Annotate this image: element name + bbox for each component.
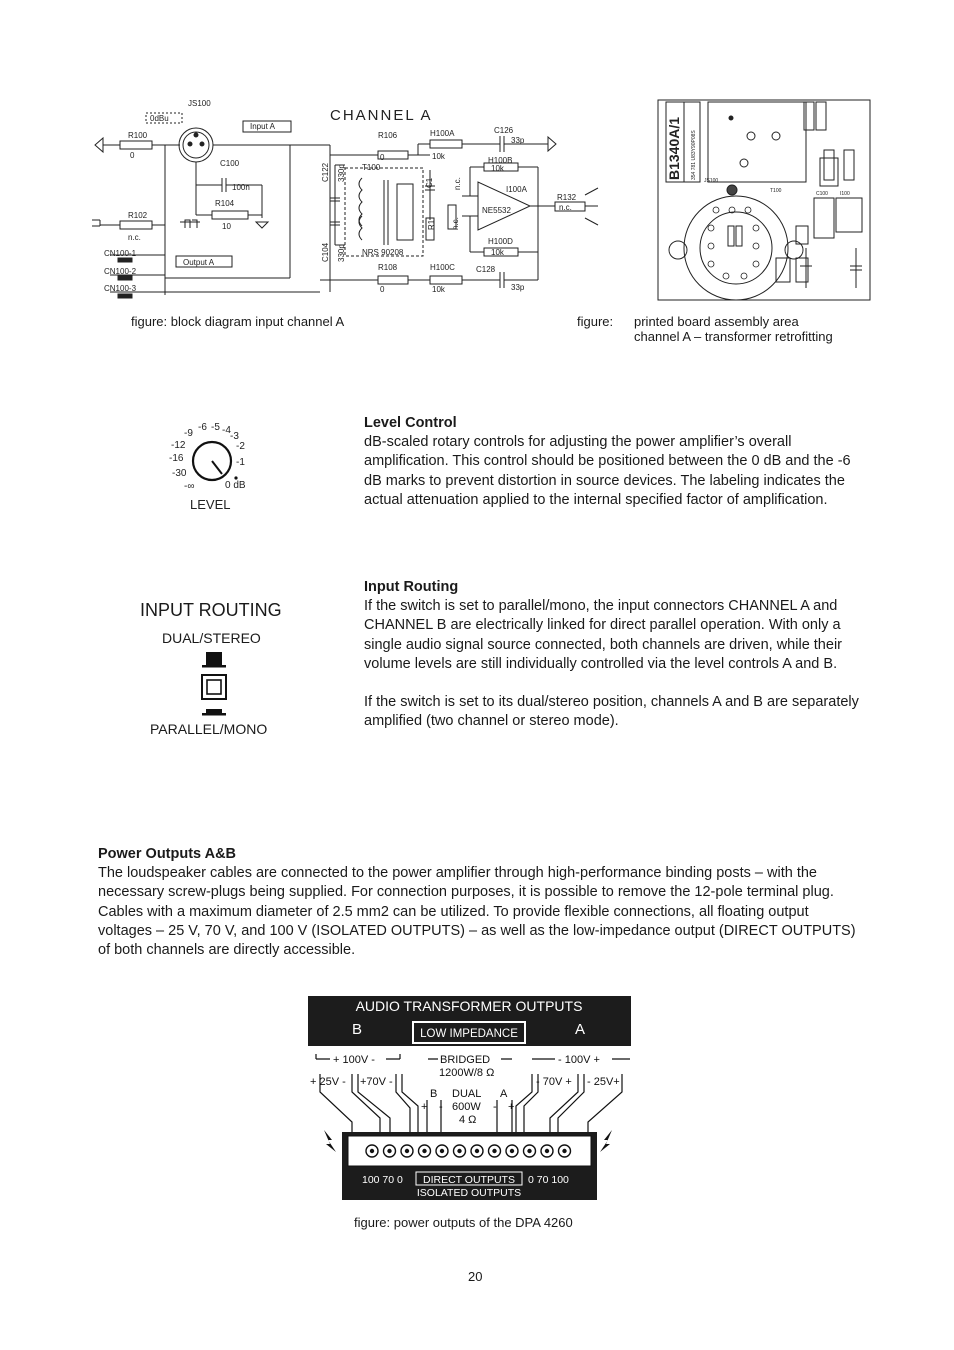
c104-value: 330p [337,244,346,262]
channel-a-label: A [575,1021,586,1038]
terminal-screw-center [440,1149,444,1153]
c100-label: C100 [220,159,240,168]
terminal-screw-center [527,1149,531,1153]
block-diagram-caption: figure: block diagram input channel A [131,314,345,329]
terminal-screw-center [370,1149,374,1153]
r132-value: n.c. [559,203,572,212]
pcb-caption-line1: printed board assembly area [634,314,799,329]
terminal-screw-center [387,1149,391,1153]
r100-label: R100 [128,131,148,140]
power-outputs-caption: figure: power outputs of the DPA 4260 [354,1215,573,1230]
cn100-1-label: CN100-1 [104,249,137,258]
level-ref-label: 0dBu [150,114,169,123]
r1-label: R1 [427,219,436,230]
cn100-2-label: CN100-2 [104,267,137,276]
c104-label: C104 [321,242,330,262]
schematic-title: CHANNEL A [330,107,433,124]
dual-spec-ohms: 4 Ω [459,1114,477,1126]
dual-a-label: A [500,1088,508,1100]
nrs-label: NRS 90208 [362,248,404,257]
c128-label: C128 [476,265,496,274]
dual-label: DUAL [452,1088,482,1100]
knob-mark-6: -6 [198,422,207,433]
h100a-label: H100A [430,129,455,138]
right-lightning-icon [600,1130,612,1152]
r106-label: R106 [378,131,398,140]
bottom-left-values: 100 70 0 [362,1174,403,1186]
pcb-caption-line2: channel A – transformer retrofitting [634,329,833,344]
terminal-title: AUDIO TRANSFORMER OUTPUTS [355,998,583,1014]
js100-label: JS100 [188,99,211,108]
ic-part-label: NE5532 [482,206,511,215]
left-70v-label: +70V - [360,1076,393,1088]
terminal-screw-center [475,1149,479,1153]
knob-mark-12: -12 [171,440,186,451]
terminal-screw-center [457,1149,461,1153]
knob-mark-3: -3 [230,431,239,442]
knob-mark-9: -9 [184,428,193,439]
c1-value: n.c. [453,177,462,190]
cn100-3-label: CN100-3 [104,284,137,293]
terminal-screw-center [405,1149,409,1153]
left-25v-label: + 25V - [310,1076,346,1088]
ic-label: I100A [506,185,527,194]
r100-value: 0 [130,151,135,160]
terminal-screw-center [545,1149,549,1153]
svg-text:-: - [493,1101,497,1113]
pcb-c100: C100 [816,191,828,197]
power-outputs-figure [300,994,640,1204]
knob-mark-2: -2 [236,441,245,452]
h100d-label: H100D [488,237,513,246]
routing-switch-icon [198,650,230,720]
page-number: 20 [468,1269,483,1284]
c122-value: 330p [337,164,346,182]
r102-value: n.c. [128,233,141,242]
t100-label: T100 [362,163,381,172]
h100b-label: H100B [488,156,513,165]
input-routing-heading: Input Routing [364,579,459,595]
right-70v-label: - 70V + [536,1076,572,1088]
c1-label: C1 [425,177,434,188]
pcb-js100: JS100 [704,178,719,184]
level-knob-label: LEVEL [190,497,231,512]
terminal-screw-center [422,1149,426,1153]
output-a-label: Output A [183,258,215,267]
c100-value: 100n [232,183,250,192]
r108-value: 0 [380,285,385,294]
c128-value: 33p [511,283,525,292]
knob-mark-1: -1 [236,457,245,468]
knob-mark-16: -16 [169,453,184,464]
input-routing-paragraph-2: If the switch is set to its dual/stereo position, channels A and B are separately amplified (two channel or stereo mode). [364,694,859,730]
svg-text:-: - [439,1101,443,1113]
terminal-screw-center [492,1149,496,1153]
dual-stereo-label: DUAL/STEREO [162,630,261,646]
dual-spec-watts: 600W [452,1101,481,1113]
power-outputs-paragraph: The loudspeaker cables are connected to the power amplifier through high-performance binding posts – with the necessary screw-plugs being supplied. For connection purposes, it is possible to remove the 12-pole terminal plug. Cables with a maximum diameter of 2.5 mm2 can be utilized. To provide flexible connections, all floating output voltages – 25 V, 70 V, and 100 V (ISOLATED OUTPUTS) – as well as the low-impedance output (DIRECT OUTPUTS) of both channels are directly accessible. [98,865,856,959]
terminal-screw-center [510,1149,514,1153]
input-routing-paragraph-1: If the switch is set to parallel/mono, the input connectors CHANNEL A and CHANNEL B are electrically linked for direct parallel operation. With only a single audio signal source connected, both channels are driven, while their volume levels are still individually controlled via the level controls A and B. [364,598,842,672]
level-knob-figure [160,415,270,515]
channel-b-label: B [352,1021,363,1038]
c126-value: 33p [511,136,525,145]
right-100v-label: - 100V + [558,1054,600,1066]
pcb-board-id: B1340A/1 [666,116,682,180]
level-control-heading: Level Control [364,415,457,431]
svg-text:+: + [508,1101,515,1113]
pcb-i100: I100 [840,191,850,197]
left-lightning-icon [324,1130,336,1152]
h100d-value: 10k [491,248,504,257]
input-a-label: Input A [250,122,275,131]
h100a-value: 10k [432,152,445,161]
pcb-t100: T100 [770,188,782,194]
knob-mark-inf: -∞ [184,481,195,492]
c122-label: C122 [321,162,330,182]
pcb-sub-id: 354 781 U83Y90P08S [691,130,697,180]
r1-value: n.c. [451,217,460,230]
right-25v-label: - 25V+ [587,1076,620,1088]
knob-mark-5: -5 [211,422,220,433]
terminal-screw-center [562,1149,566,1153]
dual-b-label: B [430,1088,438,1100]
isolated-outputs-label: ISOLATED OUTPUTS [416,1187,522,1199]
svg-text:+: + [421,1101,428,1113]
knob-mark-30: -30 [172,468,187,479]
power-outputs-heading: Power Outputs A&B [98,846,237,862]
r108-label: R108 [378,263,398,272]
level-control-paragraph: dB-scaled rotary controls for adjusting the power amplifier’s overall amplification. This control should be positioned between the 0 dB and the -6 dB marks to prevent distortion in source devices. The labeling indicates the actual attenuation applied to the internal specified factor of amplification. [364,434,851,508]
r106-value: 0 [380,153,385,162]
pcb-caption-prefix: figure: [577,314,614,329]
knob-mark-0db: 0 dB [225,480,246,491]
pcb-drawing [656,98,872,302]
left-100v-label: + 100V - [333,1054,375,1066]
h100c-value: 10k [432,285,445,294]
h100c-label: H100C [430,263,455,272]
c126-label: C126 [494,126,514,135]
knob-mark-4: -4 [222,425,231,436]
direct-outputs-label: DIRECT OUTPUTS [423,1174,515,1186]
input-routing-panel-title: INPUT ROUTING [140,600,282,620]
r104-value: 10 [222,222,231,231]
h100b-value: 10k [491,164,504,173]
parallel-mono-label: PARALLEL/MONO [150,721,268,737]
low-impedance-label: LOW IMPEDANCE [420,1028,518,1040]
bridged-spec-label: 1200W/8 Ω [439,1067,495,1079]
schematic-block-diagram [90,95,600,305]
bridged-label: BRIDGED [440,1054,491,1066]
r102-label: R102 [128,211,148,220]
r132-label: R132 [557,193,577,202]
bottom-right-values: 0 70 100 [528,1174,569,1186]
r104-label: R104 [215,199,235,208]
